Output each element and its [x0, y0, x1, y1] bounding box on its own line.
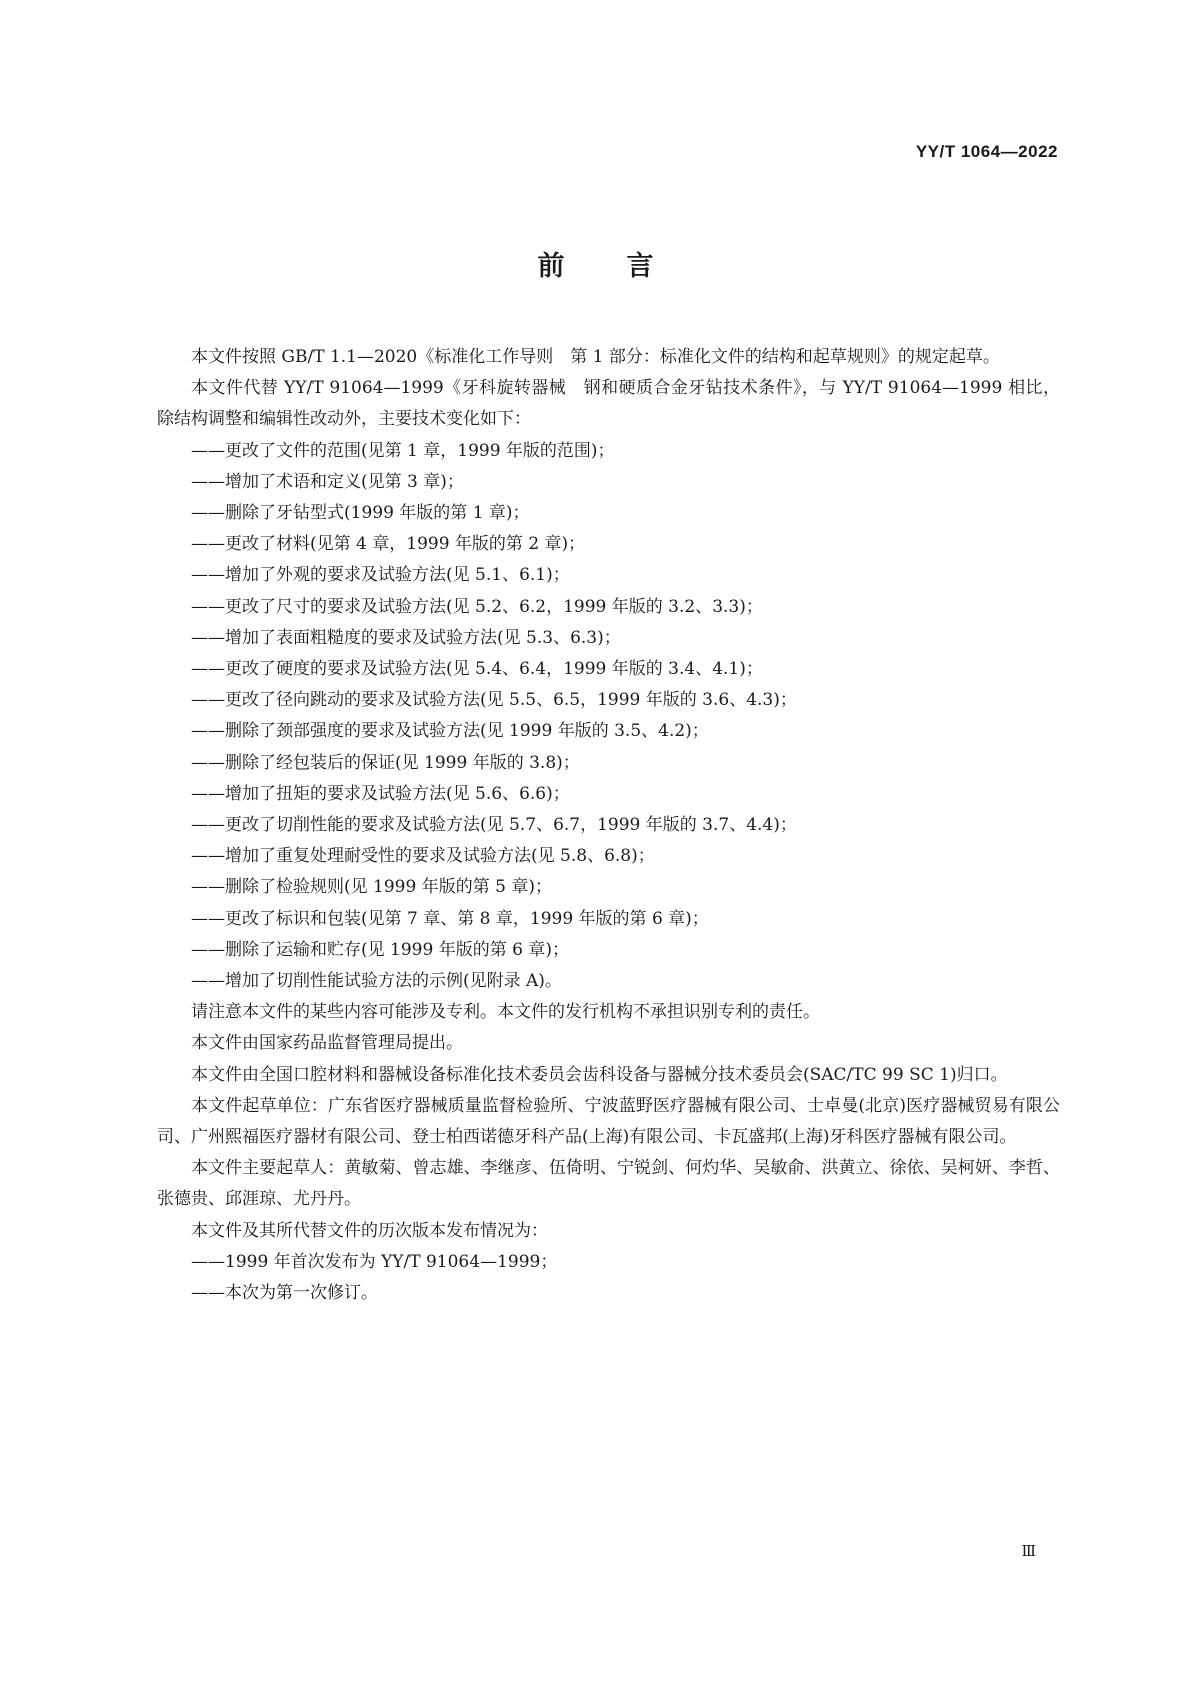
- paragraph: 请注意本文件的某些内容可能涉及专利。本文件的发行机构不承担识别专利的责任。: [191, 1002, 820, 1023]
- paragraph: 本文件及其所代替文件的历次版本发布情况为：: [191, 1220, 548, 1241]
- list-item: ——1999 年首次发布为 YY/T 91064—1999；: [191, 1251, 558, 1272]
- list-item: ——增加了术语和定义(见第 3 章)；: [191, 471, 464, 492]
- document-body: [157, 342, 1060, 1309]
- paragraph: 本文件按照 GB/T 1.1—2020《标准化工作导则 第 1 部分：标准化文件的结构和起草规则》的规定起草。: [191, 347, 1000, 367]
- paragraph: 本文件主要起草人：黄敏菊、曾志雄、李继彦、伍倚明、宁锐剑、何灼华、吴敏俞、洪黄立、徐依、吴柯妍、李哲、张德贵、邱涯琼、尤丹丹。: [157, 1158, 1060, 1210]
- list-item: ——删除了检验规则(见 1999 年版的第 5 章)；: [191, 877, 552, 898]
- list-item: ——更改了尺寸的要求及试验方法(见 5.2、6.2，1999 年版的 3.2、3.3)；: [191, 596, 763, 617]
- list-item: ——删除了颈部强度的要求及试验方法(见 1999 年版的 3.5、4.2)；: [191, 721, 709, 742]
- list-item: ——删除了牙钻型式(1999 年版的第 1 章)；: [191, 503, 530, 524]
- list-item: ——增加了外观的要求及试验方法(见 5.1、6.1)；: [191, 565, 570, 586]
- list-item: ——更改了切削性能的要求及试验方法(见 5.7、6.7，1999 年版的 3.7、4.4)；: [191, 815, 797, 836]
- change-list: [157, 436, 1060, 998]
- list-item: ——本次为第一次修订。: [191, 1283, 378, 1304]
- list-item: ——增加了切削性能试验方法的示例(见附录 A)。: [191, 971, 562, 992]
- list-item: ——删除了运输和贮存(见 1999 年版的第 6 章)；: [191, 939, 569, 960]
- list-item: ——更改了硬度的要求及试验方法(见 5.4、6.4，1999 年版的 3.4、4.1)；: [191, 659, 763, 680]
- list-item: ——增加了重复处理耐受性的要求及试验方法(见 5.8、6.8)；: [191, 846, 655, 867]
- history-list: [157, 1247, 1060, 1309]
- list-item: ——更改了径向跳动的要求及试验方法(见 5.5、6.5，1999 年版的 3.6、4.3)；: [191, 690, 797, 711]
- page-title: 前言: [537, 251, 716, 282]
- list-item: ——更改了文件的范围(见第 1 章，1999 年版的范围)；: [191, 440, 615, 461]
- paragraph: 本文件起草单位：广东省医疗器械质量监督检验所、宁波蓝野医疗器械有限公司、士卓曼(北京)医疗器械贸易有限公司、广州熙福医疗器材有限公司、登士柏西诺德牙科产品(上海)有限公司、卡瓦盛邦(上海)牙科医疗器械有限公司。: [157, 1095, 1060, 1148]
- list-item: ——更改了材料(见第 4 章，1999 年版的第 2 章)；: [191, 534, 586, 555]
- list-item: ——删除了经包装后的保证(见 1999 年版的 3.8)；: [191, 752, 580, 773]
- paragraph: 本文件由全国口腔材料和器械设备标准化技术委员会齿科设备与器械分技术委员会(SAC/TC 99 SC 1)归口。: [191, 1064, 1008, 1085]
- document-code: YY/T 1064—2022: [915, 142, 1058, 161]
- list-item: ——增加了扭矩的要求及试验方法(见 5.6、6.6)；: [191, 783, 570, 804]
- page-number: Ⅲ: [1021, 1542, 1036, 1560]
- list-item: ——更改了标识和包装(见第 7 章、第 8 章，1999 年版的第 6 章)；: [191, 908, 709, 929]
- list-item: ——增加了表面粗糙度的要求及试验方法(见 5.3、6.3)；: [191, 627, 621, 648]
- paragraph: 本文件由国家药品监督管理局提出。: [191, 1033, 463, 1054]
- paragraph: 本文件代替 YY/T 91064—1999《牙科旋转器械 钢和硬质合金牙钻技术条件》，与 YY/T 91064—1999 相比，除结构调整和编辑性改动外，主要技术变化如下：: [157, 378, 1060, 430]
